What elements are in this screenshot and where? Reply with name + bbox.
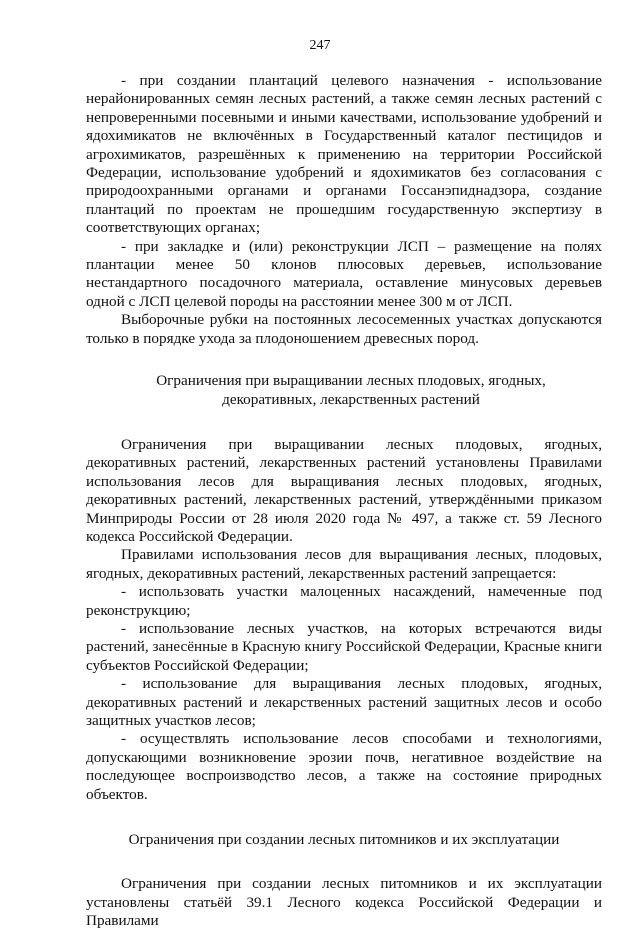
- paragraph-prohibited-intro: Правилами использования лесов для выращивания лесных, плодовых, ягодных, декоративных растений, лекарственных растений запрещается:: [86, 546, 602, 582]
- section-heading-line-2: декоративных, лекарственных растений: [222, 390, 480, 408]
- list-item-low-value-stands: - использовать участки малоценных насаждений, намеченные под реконструкцию;: [86, 583, 602, 619]
- paragraph-plantations: - при создании плантаций целевого назначения - использование нерайонированных семян лесных растений, а также семян лесных растений с непроверенными посевными и иными качествами, использование удобрений и ядохимикатов не включённых в Государственный каталог пестицидов и агрохимикатов, разрешённых к применению на территории Российской Федерации, использование удобрений и ядохимикатов без согласования с природоохранными органами и органами Госсанэпиднадзора, создание плантаций по проектам не прошедшим государственную экспертизу в соответствующих органах;: [86, 72, 602, 237]
- section-heading-nurseries: Ограничения при создании лесных питомников и их эксплуатации: [128, 831, 560, 849]
- paragraph-nurseries: Ограничения при создании лесных питомников и их эксплуатации установлены статьёй 39.1 Лесного кодекса Российской Федерации и Правилами: [86, 875, 602, 930]
- paragraph-lsp: - при закладке и (или) реконструкции ЛСП – размещение на полях плантации менее 50 клонов плюсовых деревьев, использование нестандартного посадочного материала, оставление минусовых деревьев одной с ЛСП целевой породы на расстоянии менее 300 м от ЛСП.: [86, 237, 602, 310]
- section-heading-plant-growing: [86, 372, 602, 409]
- section-heading-line-1: Ограничения при выращивании лесных плодовых, ягодных,: [156, 372, 546, 390]
- list-item-protective-forests: - использование для выращивания лесных плодовых, ягодных, декоративных растений и лекарственных растений защитных лесов и особо защитных участков лесов;: [86, 675, 602, 729]
- paragraph-growing-rules: Ограничения при выращивании лесных плодовых, ягодных, декоративных растений, лекарственных растений установлены Правилами использования лесов для выращивания лесных плодовых, ягодных, декоративных растений, лекарственных растений, утверждёнными приказом Минприроды России от 28 июля 2020 года № 497, а также ст. 59 Лесного кодекса Российской Федерации.: [86, 435, 602, 545]
- page-number: 247: [309, 38, 331, 53]
- list-item-erosion: - осуществлять использование лесов способами и технологиями, допускающими возникновение эрозии почв, негативное воздействие на последующее воспроизводство лесов, а также на состояние природных объектов.: [86, 730, 602, 803]
- paragraph-selective-felling: Выборочные рубки на постоянных лесосеменных участках допускаются только в порядке ухода за плодоношением древесных пород.: [86, 311, 602, 347]
- document-body: [86, 72, 602, 931]
- list-item-red-book: - использование лесных участков, на которых встречаются виды растений, занесённые в Красную книгу Российской Федерации, Красные книги субъектов Российской Федерации;: [86, 619, 602, 674]
